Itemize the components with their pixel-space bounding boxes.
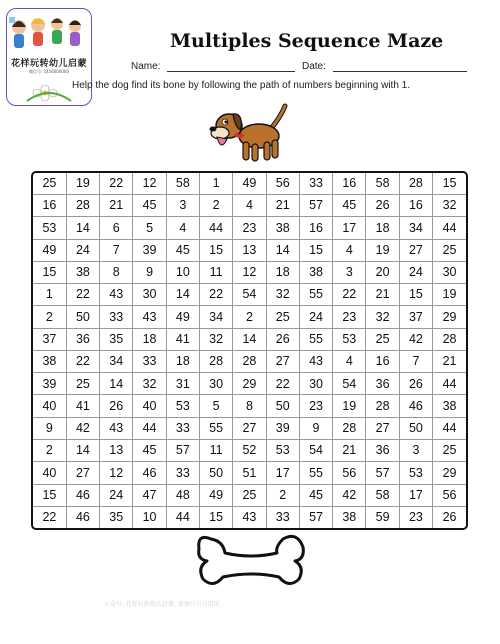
maze-cell[interactable]: 24	[399, 261, 432, 283]
maze-row	[33, 261, 466, 283]
maze-row	[33, 395, 466, 417]
maze-cell[interactable]: 21	[333, 440, 366, 462]
maze-row	[33, 350, 466, 372]
maze-cell[interactable]: 16	[299, 217, 332, 239]
maze-row	[33, 417, 466, 439]
maze-cell[interactable]: 10	[166, 261, 199, 283]
maze-cell[interactable]: 38	[266, 217, 299, 239]
maze-row	[33, 217, 466, 239]
maze-cell[interactable]: 12	[133, 173, 166, 194]
maze-row	[33, 462, 466, 484]
maze-cell[interactable]: 44	[199, 217, 232, 239]
maze-cell[interactable]: 52	[233, 440, 266, 462]
maze-cell[interactable]: 17	[399, 484, 432, 506]
maze-cell[interactable]: 25	[433, 239, 466, 261]
maze-cell[interactable]: 12	[233, 261, 266, 283]
maze-cell[interactable]: 17	[266, 462, 299, 484]
watermark-text: 公众号: 花样玩转幼儿启蒙, 请加号号号用用	[104, 601, 220, 608]
maze-cell[interactable]: 40	[33, 395, 66, 417]
maze-cell[interactable]: 26	[399, 373, 432, 395]
maze-cell[interactable]: 19	[433, 284, 466, 306]
maze-cell[interactable]: 57	[299, 506, 332, 528]
maze-cell[interactable]: 7	[100, 239, 133, 261]
maze-cell[interactable]: 8	[100, 261, 133, 283]
maze-cell[interactable]: 47	[133, 484, 166, 506]
maze-cell[interactable]: 9	[133, 261, 166, 283]
maze-cell[interactable]: 45	[133, 194, 166, 216]
maze-cell[interactable]: 21	[266, 194, 299, 216]
maze-cell[interactable]: 23	[233, 217, 266, 239]
maze-cell[interactable]: 14	[66, 440, 99, 462]
maze-cell[interactable]: 23	[399, 506, 432, 528]
maze-cell[interactable]: 43	[299, 350, 332, 372]
maze-cell[interactable]: 21	[366, 284, 399, 306]
maze-cell[interactable]: 28	[66, 194, 99, 216]
maze-cell[interactable]: 34	[199, 306, 232, 328]
maze-cell[interactable]: 7	[399, 350, 432, 372]
maze-cell[interactable]: 19	[66, 173, 99, 194]
maze-cell[interactable]: 46	[399, 395, 432, 417]
maze-cell[interactable]: 42	[333, 484, 366, 506]
maze-cell[interactable]: 32	[366, 306, 399, 328]
maze-cell[interactable]: 38	[433, 395, 466, 417]
maze-cell[interactable]: 49	[233, 173, 266, 194]
maze-cell[interactable]: 15	[399, 284, 432, 306]
maze-cell[interactable]: 4	[333, 239, 366, 261]
name-field-line[interactable]	[167, 71, 295, 72]
maze-cell[interactable]: 27	[266, 350, 299, 372]
maze-cell[interactable]: 56	[266, 173, 299, 194]
maze-cell[interactable]: 15	[33, 484, 66, 506]
maze-cell[interactable]: 44	[433, 373, 466, 395]
maze-cell[interactable]: 5	[133, 217, 166, 239]
maze-cell[interactable]: 32	[266, 284, 299, 306]
maze-cell[interactable]: 37	[399, 306, 432, 328]
name-label: Name:	[131, 61, 161, 72]
maze-cell[interactable]: 50	[399, 417, 432, 439]
maze-cell[interactable]: 22	[333, 284, 366, 306]
maze-cell[interactable]: 46	[66, 484, 99, 506]
maze-cell[interactable]: 11	[199, 440, 232, 462]
maze-cell[interactable]: 24	[66, 239, 99, 261]
maze-row	[33, 239, 466, 261]
maze-cell[interactable]: 5	[199, 395, 232, 417]
maze-row	[33, 484, 466, 506]
maze-cell[interactable]: 6	[100, 217, 133, 239]
maze-cell[interactable]: 25	[66, 373, 99, 395]
maze-cell[interactable]: 40	[33, 462, 66, 484]
number-maze	[31, 171, 468, 530]
maze-cell[interactable]: 40	[133, 395, 166, 417]
maze-cell[interactable]: 46	[133, 462, 166, 484]
maze-cell[interactable]: 31	[166, 373, 199, 395]
maze-cell[interactable]: 57	[166, 440, 199, 462]
bone-illustration	[193, 527, 309, 597]
maze-cell[interactable]: 34	[100, 350, 133, 372]
maze-cell[interactable]: 21	[100, 194, 133, 216]
dog-illustration	[207, 102, 289, 166]
instructions-text: Help the dog find its bone by following the path of numbers beginning with 1.	[72, 80, 410, 91]
maze-cell[interactable]: 45	[299, 484, 332, 506]
maze-cell[interactable]: 22	[199, 284, 232, 306]
maze-cell[interactable]: 58	[166, 173, 199, 194]
maze-cell[interactable]: 38	[299, 261, 332, 283]
maze-cell[interactable]: 55	[299, 462, 332, 484]
maze-row	[33, 194, 466, 216]
maze-cell[interactable]: 48	[166, 484, 199, 506]
maze-cell[interactable]: 36	[366, 440, 399, 462]
maze-cell[interactable]: 25	[433, 440, 466, 462]
maze-cell[interactable]: 43	[100, 417, 133, 439]
maze-cell[interactable]: 27	[366, 417, 399, 439]
maze-cell[interactable]: 28	[333, 417, 366, 439]
maze-cell[interactable]: 49	[199, 484, 232, 506]
maze-cell[interactable]: 34	[399, 217, 432, 239]
maze-cell[interactable]: 32	[199, 328, 232, 350]
maze-cell[interactable]: 24	[100, 484, 133, 506]
maze-cell[interactable]: 55	[199, 417, 232, 439]
maze-cell[interactable]: 53	[399, 462, 432, 484]
maze-cell[interactable]: 22	[266, 373, 299, 395]
maze-cell[interactable]: 15	[199, 506, 232, 528]
maze-row	[33, 373, 466, 395]
maze-row	[33, 328, 466, 350]
date-label: Date:	[302, 61, 326, 72]
maze-cell[interactable]: 3	[333, 261, 366, 283]
maze-cell[interactable]: 45	[166, 239, 199, 261]
maze-cell[interactable]: 57	[366, 462, 399, 484]
maze-cell[interactable]: 38	[33, 350, 66, 372]
maze-row	[33, 306, 466, 328]
maze-cell[interactable]: 53	[333, 328, 366, 350]
maze-cell[interactable]: 25	[366, 328, 399, 350]
maze-cell[interactable]: 11	[199, 261, 232, 283]
maze-cell[interactable]: 53	[266, 440, 299, 462]
maze-cell[interactable]: 41	[166, 328, 199, 350]
maze-cell[interactable]: 50	[266, 395, 299, 417]
maze-cell[interactable]: 39	[133, 239, 166, 261]
maze-cell[interactable]: 28	[199, 350, 232, 372]
maze-cell[interactable]: 55	[299, 328, 332, 350]
maze-cell[interactable]: 33	[100, 306, 133, 328]
maze-cell[interactable]: 49	[33, 239, 66, 261]
maze-cell[interactable]: 27	[399, 239, 432, 261]
logo-name: 花样玩转幼儿启蒙	[10, 59, 87, 69]
maze-cell[interactable]: 26	[266, 328, 299, 350]
maze-cell[interactable]: 44	[166, 506, 199, 528]
maze-cell[interactable]: 17	[333, 217, 366, 239]
maze-cell[interactable]: 29	[233, 373, 266, 395]
maze-cell[interactable]: 30	[199, 373, 232, 395]
maze-cell[interactable]: 15	[33, 261, 66, 283]
maze-cell[interactable]: 41	[66, 395, 99, 417]
maze-cell[interactable]: 53	[33, 217, 66, 239]
maze-cell[interactable]: 8	[233, 395, 266, 417]
maze-cell[interactable]: 22	[66, 284, 99, 306]
maze-cell[interactable]: 26	[100, 395, 133, 417]
maze-cell[interactable]: 39	[33, 373, 66, 395]
maze-cell[interactable]: 50	[199, 462, 232, 484]
maze-row	[33, 506, 466, 528]
maze-cell[interactable]: 16	[333, 173, 366, 194]
maze-cell[interactable]: 9	[299, 417, 332, 439]
maze-cell[interactable]: 28	[366, 395, 399, 417]
maze-cell[interactable]: 25	[233, 484, 266, 506]
maze-cell[interactable]: 22	[100, 173, 133, 194]
maze-cell[interactable]: 4	[233, 194, 266, 216]
brand-logo	[6, 8, 92, 106]
maze-cell[interactable]: 42	[399, 328, 432, 350]
maze-cell[interactable]: 25	[33, 173, 66, 194]
maze-cell[interactable]: 35	[100, 506, 133, 528]
maze-cell[interactable]: 19	[333, 395, 366, 417]
maze-cell[interactable]: 2	[266, 484, 299, 506]
maze-cell[interactable]: 1	[33, 284, 66, 306]
maze-cell[interactable]: 14	[233, 328, 266, 350]
maze-cell[interactable]: 49	[166, 306, 199, 328]
maze-cell[interactable]: 25	[266, 306, 299, 328]
maze-cell[interactable]: 30	[433, 261, 466, 283]
maze-cell[interactable]: 33	[266, 506, 299, 528]
maze-cell[interactable]: 42	[66, 417, 99, 439]
maze-cell[interactable]: 55	[299, 284, 332, 306]
maze-cell[interactable]: 32	[433, 194, 466, 216]
maze-row	[33, 284, 466, 306]
maze-cell[interactable]: 22	[33, 506, 66, 528]
maze-cell[interactable]: 16	[399, 194, 432, 216]
maze-cell[interactable]: 54	[299, 440, 332, 462]
maze-cell[interactable]: 14	[266, 239, 299, 261]
maze-cell[interactable]: 38	[66, 261, 99, 283]
maze-cell[interactable]: 26	[366, 194, 399, 216]
maze-cell[interactable]: 23	[333, 306, 366, 328]
maze-cell[interactable]: 37	[33, 328, 66, 350]
maze-grid	[33, 173, 466, 528]
maze-cell[interactable]: 14	[66, 217, 99, 239]
maze-cell[interactable]: 23	[299, 395, 332, 417]
maze-cell[interactable]: 28	[399, 173, 432, 194]
maze-cell[interactable]: 1	[199, 173, 232, 194]
maze-cell[interactable]: 43	[100, 284, 133, 306]
page-title: Multiples Sequence Maze	[170, 30, 444, 52]
maze-cell[interactable]: 56	[333, 462, 366, 484]
maze-cell[interactable]: 13	[233, 239, 266, 261]
maze-cell[interactable]: 57	[299, 194, 332, 216]
maze-cell[interactable]: 20	[366, 261, 399, 283]
maze-cell[interactable]: 39	[266, 417, 299, 439]
maze-cell[interactable]: 13	[100, 440, 133, 462]
maze-cell[interactable]: 21	[433, 350, 466, 372]
maze-cell[interactable]: 9	[33, 417, 66, 439]
maze-cell[interactable]: 43	[233, 506, 266, 528]
maze-cell[interactable]: 29	[433, 306, 466, 328]
maze-cell[interactable]: 33	[299, 173, 332, 194]
maze-cell[interactable]: 44	[433, 217, 466, 239]
maze-cell[interactable]: 2	[33, 440, 66, 462]
maze-cell[interactable]: 30	[299, 373, 332, 395]
maze-cell[interactable]: 44	[433, 417, 466, 439]
maze-cell[interactable]: 4	[333, 350, 366, 372]
maze-cell[interactable]: 33	[166, 462, 199, 484]
maze-cell[interactable]: 10	[133, 506, 166, 528]
maze-cell[interactable]: 45	[133, 440, 166, 462]
maze-cell[interactable]: 18	[166, 350, 199, 372]
maze-cell[interactable]: 44	[133, 417, 166, 439]
maze-cell[interactable]: 53	[166, 395, 199, 417]
maze-cell[interactable]: 14	[100, 373, 133, 395]
logo-subtext: 微信号: 1456000000	[28, 69, 70, 74]
maze-cell[interactable]: 50	[66, 306, 99, 328]
maze-cell[interactable]: 51	[233, 462, 266, 484]
maze-cell[interactable]: 4	[166, 217, 199, 239]
maze-cell[interactable]: 58	[366, 173, 399, 194]
maze-cell[interactable]: 2	[33, 306, 66, 328]
maze-cell[interactable]: 12	[100, 462, 133, 484]
maze-cell[interactable]: 33	[133, 350, 166, 372]
maze-cell[interactable]: 45	[333, 194, 366, 216]
maze-row	[33, 440, 466, 462]
maze-cell[interactable]: 27	[233, 417, 266, 439]
maze-cell[interactable]: 2	[233, 306, 266, 328]
maze-cell[interactable]: 3	[166, 194, 199, 216]
maze-cell[interactable]: 46	[66, 506, 99, 528]
maze-cell[interactable]: 18	[133, 328, 166, 350]
maze-cell[interactable]: 56	[433, 484, 466, 506]
maze-cell[interactable]: 16	[366, 350, 399, 372]
maze-cell[interactable]: 15	[433, 173, 466, 194]
maze-cell[interactable]: 35	[100, 328, 133, 350]
maze-cell[interactable]: 36	[66, 328, 99, 350]
maze-cell[interactable]: 28	[433, 328, 466, 350]
maze-cell[interactable]: 59	[366, 506, 399, 528]
maze-cell[interactable]: 15	[299, 239, 332, 261]
maze-cell[interactable]: 36	[366, 373, 399, 395]
maze-cell[interactable]: 15	[199, 239, 232, 261]
maze-cell[interactable]: 2	[199, 194, 232, 216]
maze-cell[interactable]: 32	[133, 373, 166, 395]
maze-cell[interactable]: 33	[166, 417, 199, 439]
maze-cell[interactable]: 27	[66, 462, 99, 484]
maze-cell[interactable]: 43	[133, 306, 166, 328]
maze-cell[interactable]: 16	[33, 194, 66, 216]
maze-cell[interactable]: 54	[233, 284, 266, 306]
maze-cell[interactable]: 18	[266, 261, 299, 283]
maze-cell[interactable]: 18	[366, 217, 399, 239]
maze-cell[interactable]: 30	[133, 284, 166, 306]
maze-cell[interactable]: 24	[299, 306, 332, 328]
maze-cell[interactable]: 29	[433, 462, 466, 484]
maze-row	[33, 173, 466, 194]
date-field-line[interactable]	[333, 71, 467, 72]
maze-cell[interactable]: 3	[399, 440, 432, 462]
maze-cell[interactable]: 54	[333, 373, 366, 395]
maze-cell[interactable]: 19	[366, 239, 399, 261]
maze-cell[interactable]: 26	[433, 506, 466, 528]
maze-cell[interactable]: 22	[66, 350, 99, 372]
maze-cell[interactable]: 58	[366, 484, 399, 506]
maze-cell[interactable]: 28	[233, 350, 266, 372]
maze-cell[interactable]: 38	[333, 506, 366, 528]
maze-cell[interactable]: 14	[166, 284, 199, 306]
